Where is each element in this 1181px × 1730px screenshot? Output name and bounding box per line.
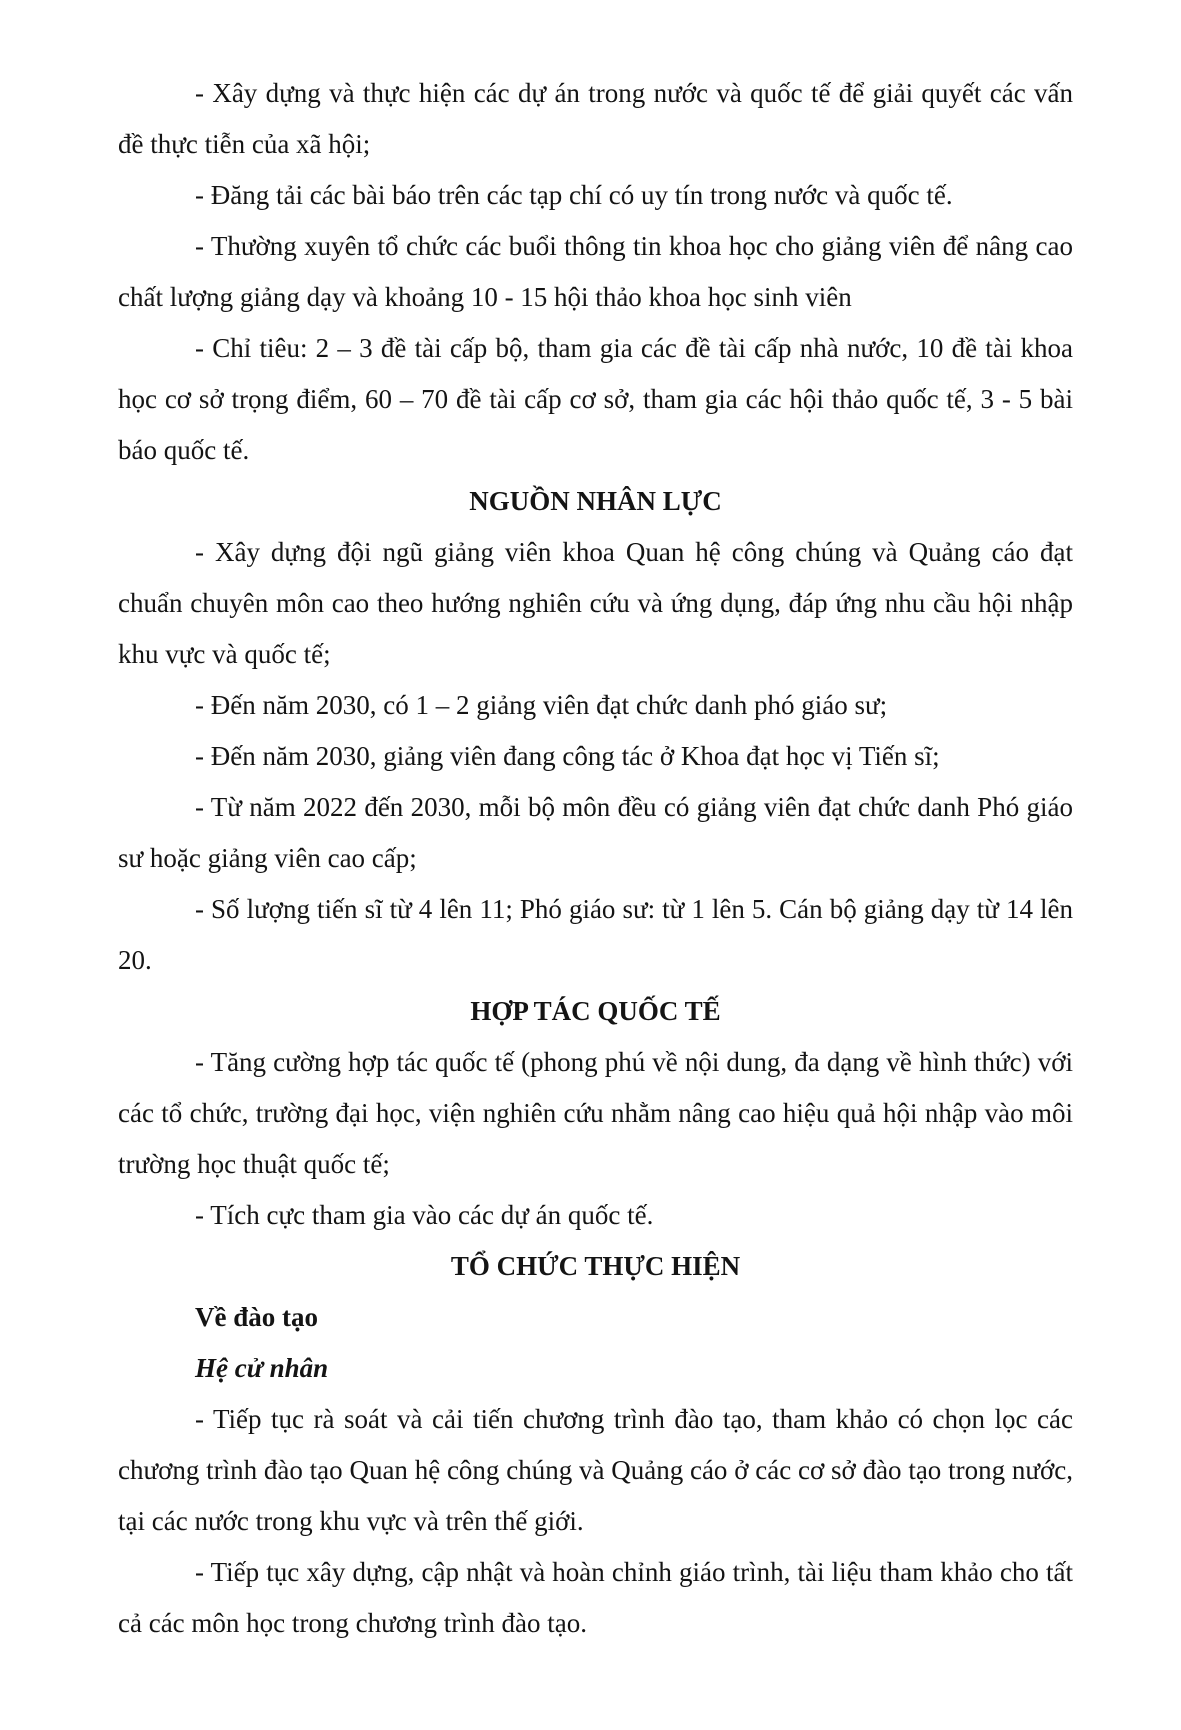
section-heading-nguon-nhan-luc: NGUỒN NHÂN LỰC [469, 486, 722, 516]
paragraph: - Đến năm 2030, có 1 – 2 giảng viên đạt chức danh phó giáo sư; [195, 690, 888, 720]
subheading-he-cu-nhan: Hệ cử nhân [195, 1353, 329, 1383]
paragraph: - Tiếp tục rà soát và cải tiến chương trình đào tạo, tham khảo có chọn lọc các chương trình đào tạo Quan hệ công chúng và Quảng cáo ở các cơ sở đào tạo trong nước, tại các nước trong khu vực và trên thế giới. [118, 1404, 1073, 1536]
paragraph: - Xây dựng và thực hiện các dự án trong nước và quốc tế để giải quyết các vấn đề thực tiễn của xã hội; [118, 78, 1073, 159]
paragraph: - Tăng cường hợp tác quốc tế (phong phú về nội dung, đa dạng về hình thức) với các tổ chức, trường đại học, viện nghiên cứu nhằm nâng cao hiệu quả hội nhập vào môi trường học thuật quốc tế; [118, 1047, 1073, 1179]
paragraph: - Đăng tải các bài báo trên các tạp chí có uy tín trong nước và quốc tế. [195, 180, 953, 210]
paragraph: - Từ năm 2022 đến 2030, mỗi bộ môn đều có giảng viên đạt chức danh Phó giáo sư hoặc giảng viên cao cấp; [118, 792, 1073, 873]
paragraph: - Tiếp tục xây dựng, cập nhật và hoàn chỉnh giáo trình, tài liệu tham khảo cho tất cả các môn học trong chương trình đào tạo. [118, 1557, 1073, 1638]
paragraph: - Đến năm 2030, giảng viên đang công tác ở Khoa đạt học vị Tiến sĩ; [195, 741, 940, 771]
paragraph: - Xây dựng đội ngũ giảng viên khoa Quan hệ công chúng và Quảng cáo đạt chuẩn chuyên môn cao theo hướng nghiên cứu và ứng dụng, đáp ứng nhu cầu hội nhập khu vực và quốc tế; [118, 537, 1073, 669]
section-heading-to-chuc-thuc-hien: TỔ CHỨC THỰC HIỆN [450, 1251, 741, 1281]
subheading-ve-dao-tao: Về đào tạo [195, 1302, 318, 1332]
section-heading-hop-tac-quoc-te: HỢP TÁC QUỐC TẾ [470, 996, 721, 1026]
paragraph: - Tích cực tham gia vào các dự án quốc tế. [195, 1200, 654, 1230]
paragraph: - Chỉ tiêu: 2 – 3 đề tài cấp bộ, tham gia các đề tài cấp nhà nước, 10 đề tài khoa học cơ sở trọng điểm, 60 – 70 đề tài cấp cơ sở, tham gia các hội thảo quốc tế, 3 - 5 bài báo quốc tế. [118, 333, 1073, 465]
paragraph: - Số lượng tiến sĩ từ 4 lên 11; Phó giáo sư: từ 1 lên 5. Cán bộ giảng dạy từ 14 lên 20. [118, 894, 1073, 975]
paragraph: - Thường xuyên tổ chức các buổi thông tin khoa học cho giảng viên để nâng cao chất lượng giảng dạy và khoảng 10 - 15 hội thảo khoa học sinh viên [118, 231, 1073, 312]
